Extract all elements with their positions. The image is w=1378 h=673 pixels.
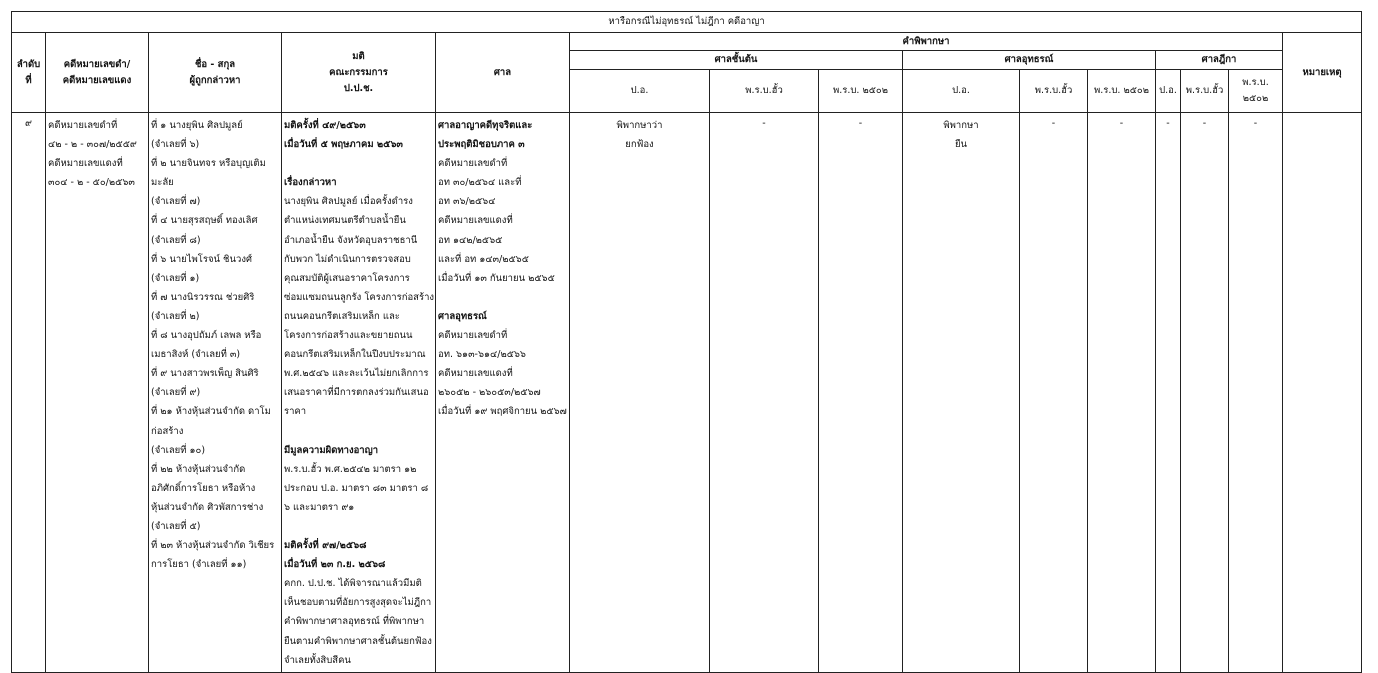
header-court: ศาล	[436, 33, 570, 113]
header-first-prb-2502: พ.ร.บ. ๒๕๐๒	[819, 70, 903, 113]
cell-line: ศาลอุทธรณ์	[438, 310, 487, 322]
header-judgment: คำพิพากษา	[570, 33, 1283, 51]
cell-line: อท ๑๔๒/๒๕๖๕	[438, 234, 503, 246]
header-case-no: คดีหมายเลขดำ/ คดีหมายเลขแดง	[46, 33, 149, 113]
cell-line: เมื่อวันที่ ๕ พฤษภาคม ๒๕๖๓	[284, 139, 403, 151]
header-appeal-prb-new: พ.ร.บ.ฮั้ว	[1020, 70, 1088, 113]
cell-line: คุณสมบัติผู้เสนอราคาโครงการ	[284, 272, 410, 284]
cell-line: มติครั้งที่ ๙๗/๒๕๖๘	[284, 540, 367, 552]
cell-line: และที่ อท ๑๔๓/๒๕๖๕	[438, 253, 529, 265]
cell-line: (จำเลยที่ ๕)	[151, 520, 201, 532]
cell-line: (จำเลยที่ ๗)	[151, 196, 201, 208]
row-appeal-po: พิพากษา ยืน	[903, 113, 1020, 673]
row-first-po: พิพากษาว่า ยกฟ้อง	[570, 113, 710, 673]
cell-line: เมื่อวันที่ ๑๙ พฤศจิกายน ๒๕๖๗	[438, 406, 567, 418]
cell-line: (จำเลยที่ ๖)	[151, 139, 200, 151]
cell-line: ที่ ๑ นางยุพิน ศิลปมูลย์	[151, 120, 243, 131]
header-appeal-po: ป.อ.	[903, 70, 1020, 113]
header-remark: หมายเหตุ	[1283, 33, 1362, 113]
cell-line: ประกอบ ป.อ. มาตรา ๘๓ มาตรา ๘	[284, 482, 429, 494]
cell-line: ที่ ๒๓ ห้างหุ้นส่วนจำกัด วิเชียร	[151, 540, 275, 552]
header-supreme-po: ป.อ.	[1156, 70, 1181, 113]
row-no: ๙	[12, 113, 46, 673]
header-appeal-prb-2502: พ.ร.บ. ๒๕๐๒	[1088, 70, 1156, 113]
cell-line: เสนอราคาที่มีการตกลงร่วมกันเสนอ	[284, 387, 429, 399]
cell-line: เห็นชอบตามที่อัยการสูงสุดจะไม่ฎีกา	[284, 597, 432, 609]
header-supreme-prb-new: พ.ร.บ.ฮั้ว	[1181, 70, 1229, 113]
cell-line: มะลัย	[151, 177, 174, 189]
row-supreme-prb-new: -	[1181, 113, 1229, 673]
cell-line: (จำเลยที่ ๒)	[151, 310, 200, 322]
table-row	[12, 113, 1362, 673]
cell-line: ศาลอาญาคดีทุจริตและ	[438, 120, 533, 131]
cell-line: ตำแหน่งเทศมนตรีตำบลน้ำยืน	[284, 215, 406, 227]
cell-line: ที่ ๔ นายสุรสฤษดิ์ ทองเลิศ	[151, 215, 258, 227]
cell-line: (จำเลยที่ ๙)	[151, 387, 201, 399]
header-supreme-prb-2502: พ.ร.บ. ๒๕๐๒	[1229, 70, 1283, 113]
row-appeal-prb-2502: -	[1088, 113, 1156, 673]
row-appeal-prb-new: -	[1020, 113, 1088, 673]
cell-line: เรื่องกล่าวหา	[284, 177, 337, 189]
cell-line: ที่ ๒ นายจินทจร หรือบุญเติม	[151, 158, 266, 170]
cell-line: (จำเลยที่ ๑๐)	[151, 444, 206, 456]
cell-line: ที่ ๙ นางสาวพรเพ็ญ สินศิริ	[151, 368, 259, 380]
row-case-no: คดีหมายเลขดำที่ ๔๒ - ๒ - ๓๐๗/๒๕๕๙ คดีหมายเลขแดงที่ ๓๐๔ - ๒ - ๕๐/๒๕๖๓	[46, 113, 149, 673]
cell-line: (จำเลยที่ ๑)	[151, 272, 200, 284]
cell-line	[284, 422, 433, 441]
cell-line: ที่ ๖ นายไพโรจน์ ชินวงศ์	[151, 253, 252, 265]
cell-line: จำเลยทั้งสิบสีคน	[284, 654, 351, 666]
cell-line: ที่ ๗ นางนิรวรรณ ช่วยศิริ	[151, 291, 255, 303]
row-resolution	[282, 113, 436, 673]
cell-line: ยืนตามคำพิพากษาศาลชั้นต้นยกฟ้อง	[284, 635, 432, 647]
row-supreme-prb-2502: -	[1229, 113, 1283, 673]
cell-line: ประพฤติมิชอบภาค ๓	[438, 139, 525, 151]
cell-line: กับพวก ไม่ดำเนินการตรวจสอบ	[284, 253, 411, 265]
cell-line: มีมูลความผิดทางอาญา	[284, 444, 379, 456]
cell-line: อท ๓๖/๒๕๖๔	[438, 196, 496, 208]
cell-line: คดีหมายเลขแดงที่	[438, 368, 513, 380]
header-no: ลำดับ ที่	[12, 33, 46, 113]
row-supreme-po: -	[1156, 113, 1181, 673]
cell-line: คดีหมายเลขดำที่	[438, 330, 508, 342]
cell-line: พ.ศ.๒๕๔๖ และละเว้นไม่ยกเลิกการ	[284, 368, 429, 380]
cell-line: อท ๓๐/๒๕๖๔ และที่	[438, 177, 522, 189]
cell-line: คอนกรีตเสริมเหล็กในปีงบประมาณ	[284, 349, 426, 361]
cell-line: อภิศักดิ์การโยธา หรือห้าง	[151, 482, 256, 494]
cell-line: คกก. ป.ป.ช. ได้พิจารณาแล้วมีมติ	[284, 578, 422, 590]
cell-line: ที่ ๘ นางอุปถัมภ์ เลพล หรือ	[151, 330, 262, 342]
row-remark	[1283, 113, 1362, 673]
cell-line: (จำเลยที่ ๘)	[151, 234, 201, 246]
row-first-prb-new: -	[710, 113, 819, 673]
cell-line: หุ้นส่วนจำกัด ศิวพัสการช่าง	[151, 501, 264, 513]
header-resolution: มติ คณะกรรมการ ป.ป.ช.	[282, 33, 436, 113]
cell-line: อท. ๖๑๓-๖๑๔/๒๕๖๖	[438, 349, 526, 361]
cell-line: ๒๖๐๕๒ - ๒๖๐๕๓/๒๕๖๗	[438, 387, 541, 399]
cell-line: คำพิพากษาศาลอุทธรณ์ ที่พิพากษา	[284, 616, 425, 628]
row-first-prb-2502: -	[819, 113, 903, 673]
cell-line: มติครั้งที่ ๔๙/๒๕๖๓	[284, 120, 366, 131]
header-supreme-court: ศาลฎีกา	[1156, 51, 1283, 70]
cell-line	[284, 517, 433, 536]
cell-line: การโยธา (จำเลยที่ ๑๑)	[151, 559, 247, 571]
row-accused	[149, 113, 282, 673]
cell-line: ที่ ๒๑ ห้างหุ้นส่วนจำกัด ดาโม	[151, 406, 271, 418]
row-court	[436, 113, 570, 673]
cell-line: อำเภอน้ำยืน จังหวัดอุบลราชธานี	[284, 234, 418, 246]
cell-line: ที่ ๒๒ ห้างหุ้นส่วนจำกัด	[151, 463, 246, 475]
case-table	[11, 11, 1362, 673]
cell-line: ซ่อมแซมถนนลูกรัง โครงการก่อสร้าง	[284, 291, 435, 303]
cell-line	[284, 154, 433, 173]
cell-line: ๖ และมาตรา ๙๑	[284, 501, 355, 513]
cell-line: คดีหมายเลขแดงที่	[438, 215, 513, 227]
cell-line: นางยุพิน ศิลปมูลย์ เมื่อครั้งดำรง	[284, 196, 413, 208]
header-first-prb-new: พ.ร.บ.ฮั้ว	[710, 70, 819, 113]
cell-line: โครงการก่อสร้างและขยายถนน	[284, 330, 413, 342]
cell-line	[438, 288, 567, 307]
header-first-court: ศาลชั้นต้น	[570, 51, 903, 70]
cell-line: คดีหมายเลขดำที่	[438, 158, 508, 170]
cell-line: เมื่อวันที่ ๒๓ ก.ย. ๒๕๖๘	[284, 559, 386, 571]
cell-line: ราคา	[284, 406, 307, 418]
header-accused: ชื่อ - สกุล ผู้ถูกกล่าวหา	[149, 33, 282, 113]
cell-line: เมธาสิงห์ (จำเลยที่ ๓)	[151, 349, 241, 361]
header-first-po: ป.อ.	[570, 70, 710, 113]
cell-line: เมื่อวันที่ ๑๓ กันยายน ๒๕๖๕	[438, 272, 555, 284]
cell-line: พ.ร.บ.ฮั้ว พ.ศ.๒๕๔๒ มาตรา ๑๒	[284, 463, 417, 475]
table-caption: หารือกรณีไม่อุทธรณ์ ไม่ฎีกา คดีอาญา	[12, 12, 1362, 33]
cell-line: ก่อสร้าง	[151, 425, 184, 437]
header-appeal-court: ศาลอุทธรณ์	[903, 51, 1156, 70]
cell-line: ถนนคอนกรีตเสริมเหล็ก และ	[284, 310, 400, 322]
